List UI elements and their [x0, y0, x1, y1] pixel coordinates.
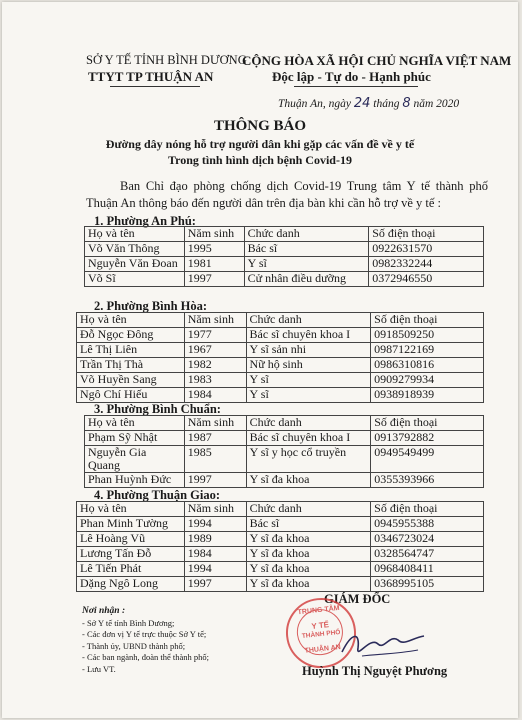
table-row	[77, 517, 484, 532]
document-page	[2, 2, 518, 718]
handwritten-signature	[338, 626, 428, 664]
stamp-text: TRUNG TÂM	[297, 604, 340, 617]
table-row	[77, 388, 484, 403]
cell-name: Lê Tiến Phát	[77, 562, 185, 577]
cell-position: Cử nhân điều dưỡng	[244, 272, 369, 287]
cell-position: Y sĩ đa khoa	[246, 532, 371, 547]
national-motto: Độc lập - Tự do - Hạnh phúc	[272, 69, 431, 84]
staff-table	[76, 501, 484, 592]
column-header: Họ và tên	[85, 416, 185, 431]
column-header: Số điện thoại	[371, 416, 484, 431]
cell-position: Y sĩ	[246, 388, 371, 403]
cell-phone: 0328564747	[371, 547, 484, 562]
cell-phone: 0355393966	[371, 473, 484, 488]
column-header: Năm sinh	[184, 313, 246, 328]
cell-position: Y sĩ y học cổ truyền	[246, 446, 371, 473]
table-row	[85, 446, 484, 473]
cell-phone: 0945955388	[371, 517, 484, 532]
table-row	[77, 328, 484, 343]
motto-underline	[294, 86, 418, 87]
document-subtitle: Đường dây nóng hỗ trợ người dân khi gặp các vấn đề về y tế	[105, 137, 415, 151]
section-heading: 1. Phường An Phú:	[94, 214, 196, 228]
intro-paragraph: Ban Chỉ đạo phòng chống dịch Covid-19 Trung tâm Y tế thành phố Thuận An thông báo đến người dân trên địa bàn khi cần hỗ trợ về y tế :	[86, 179, 488, 210]
cell-position: Y sĩ	[246, 373, 371, 388]
recipient-item: - Sở Y tế tỉnh Bình Dương;	[82, 617, 175, 628]
document-title: THÔNG BÁO	[213, 118, 307, 134]
table-row	[77, 532, 484, 547]
table-row	[77, 343, 484, 358]
table-row	[85, 257, 484, 272]
cell-name: Võ Sĩ	[85, 272, 185, 287]
recipients-heading: Nơi nhận :	[82, 606, 126, 616]
cell-phone: 0346723024	[371, 532, 484, 547]
cell-name: Lương Tấn Đỗ	[77, 547, 185, 562]
signer-title: GIÁM ĐỐC	[324, 592, 391, 606]
table-header-row	[85, 416, 484, 431]
agency-underline	[110, 86, 200, 87]
cell-name: Phạm Sỹ Nhật	[85, 431, 185, 446]
cell-birth-year: 1981	[184, 257, 244, 272]
recipient-item: - Lưu VT.	[82, 663, 116, 674]
column-header: Năm sinh	[184, 416, 246, 431]
cell-phone: 0982332244	[369, 257, 484, 272]
table-row	[85, 272, 484, 287]
column-header: Họ và tên	[85, 227, 185, 242]
date-prefix: Thuận An, ngày	[278, 98, 351, 110]
signer-name: Huỳnh Thị Nguyệt Phương	[302, 664, 448, 678]
agency-name: SỞ Y TẾ TỈNH BÌNH DƯƠNG	[86, 53, 247, 67]
cell-birth-year: 1985	[184, 446, 246, 473]
cell-phone: 0913792882	[371, 431, 484, 446]
cell-name: Võ Huyền Sang	[77, 373, 185, 388]
cell-phone: 0949549499	[371, 446, 484, 473]
staff-table	[84, 415, 484, 488]
table-row	[77, 547, 484, 562]
cell-name: Võ Văn Thông	[85, 242, 185, 257]
cell-birth-year: 1984	[184, 547, 246, 562]
cell-name: Nguyễn Gia Quang	[85, 446, 185, 473]
staff-table	[84, 226, 484, 287]
stamp-text: THÀNH PHỐ	[301, 628, 341, 640]
cell-position: Y sĩ đa khoa	[246, 473, 371, 488]
table-row	[85, 431, 484, 446]
cell-phone: 0987122169	[371, 343, 484, 358]
document-subtitle-2: Trong tình hình dịch bệnh Covid-19	[168, 153, 352, 167]
national-title: CỘNG HÒA XÃ HỘI CHỦ NGHĨA VIỆT NAM	[242, 53, 512, 68]
cell-birth-year: 1977	[184, 328, 246, 343]
column-header: Năm sinh	[184, 227, 244, 242]
column-header: Họ và tên	[77, 313, 185, 328]
recipients-list	[82, 606, 209, 676]
table-row	[85, 473, 484, 488]
date-year: năm 2020	[413, 98, 460, 110]
column-header: Họ và tên	[77, 502, 185, 517]
cell-birth-year: 1983	[184, 373, 246, 388]
cell-name: Phan Minh Tường	[77, 517, 185, 532]
column-header: Chức danh	[246, 502, 371, 517]
cell-name: Lê Thị Liên	[77, 343, 185, 358]
table-row	[77, 373, 484, 388]
cell-position: Y sĩ đa khoa	[246, 562, 371, 577]
cell-position: Bác sĩ	[246, 517, 371, 532]
column-header: Số điện thoại	[369, 227, 484, 242]
cell-birth-year: 1984	[184, 388, 246, 403]
cell-phone: 0918509250	[371, 328, 484, 343]
cell-birth-year: 1997	[184, 577, 246, 592]
table-header-row	[85, 227, 484, 242]
cell-position: Y sĩ sản nhi	[246, 343, 371, 358]
cell-name: Dặng Ngô Long	[77, 577, 185, 592]
cell-birth-year: 1967	[184, 343, 246, 358]
recipient-item: - Các đơn vị Y tế trực thuộc Sở Y tế;	[82, 629, 207, 640]
column-header: Chức danh	[244, 227, 369, 242]
column-header: Số điện thoại	[371, 313, 484, 328]
cell-name: Trần Thị Thà	[77, 358, 185, 373]
table-row	[77, 577, 484, 592]
date-day: 24	[353, 96, 371, 111]
cell-birth-year: 1982	[184, 358, 246, 373]
section-heading: 4. Phường Thuận Giao:	[94, 488, 221, 502]
table-header-row	[77, 313, 484, 328]
cell-birth-year: 1989	[184, 532, 246, 547]
cell-position: Y sĩ đa khoa	[246, 547, 371, 562]
column-header: Năm sinh	[184, 502, 246, 517]
cell-name: Phan Huỳnh Đức	[85, 473, 185, 488]
date-month: 8	[402, 96, 411, 111]
cell-birth-year: 1997	[184, 473, 246, 488]
cell-position: Nữ hộ sinh	[246, 358, 371, 373]
cell-birth-year: 1994	[184, 517, 246, 532]
table-row	[85, 242, 484, 257]
table-header-row	[77, 502, 484, 517]
cell-name: Lê Hoàng Vũ	[77, 532, 185, 547]
cell-phone: 0986310816	[371, 358, 484, 373]
cell-position: Bác sĩ chuyên khoa I	[246, 431, 371, 446]
column-header: Chức danh	[246, 416, 371, 431]
table-row	[77, 358, 484, 373]
cell-phone: 0368995105	[371, 577, 484, 592]
column-header: Số điện thoại	[371, 502, 484, 517]
column-header: Chức danh	[246, 313, 371, 328]
staff-table	[76, 312, 484, 403]
cell-phone: 0938918939	[371, 388, 484, 403]
cell-position: Bác sĩ	[244, 242, 369, 257]
cell-birth-year: 1987	[184, 431, 246, 446]
section-heading: 3. Phường Bình Chuẩn:	[94, 402, 221, 416]
recipient-item: - Thành ủy, UBND thành phố;	[82, 640, 186, 651]
cell-phone: 0968408411	[371, 562, 484, 577]
document-date	[278, 96, 459, 111]
cell-position: Y sĩ	[244, 257, 369, 272]
cell-name: Ngô Chí Hiếu	[77, 388, 185, 403]
cell-name: Đỗ Ngọc Đông	[77, 328, 185, 343]
recipient-item: - Các ban ngành, đoàn thể thành phố;	[82, 652, 209, 663]
cell-birth-year: 1997	[184, 272, 244, 287]
cell-phone: 0909279934	[371, 373, 484, 388]
stamp-text: Y TẾ	[310, 620, 330, 631]
cell-position: Bác sĩ chuyên khoa I	[246, 328, 371, 343]
cell-birth-year: 1994	[184, 562, 246, 577]
cell-birth-year: 1995	[184, 242, 244, 257]
agency-unit: TTYT TP THUẬN AN	[88, 69, 214, 84]
cell-phone: 0922631570	[369, 242, 484, 257]
cell-name: Nguyễn Văn Đoan	[85, 257, 185, 272]
cell-phone: 0372946550	[369, 272, 484, 287]
table-row	[77, 562, 484, 577]
cell-position: Y sĩ đa khoa	[246, 577, 371, 592]
date-month-label: tháng	[373, 98, 400, 110]
section-heading: 2. Phường Bình Hòa:	[94, 299, 208, 313]
stamp-text: THUẬN AN	[304, 644, 342, 655]
